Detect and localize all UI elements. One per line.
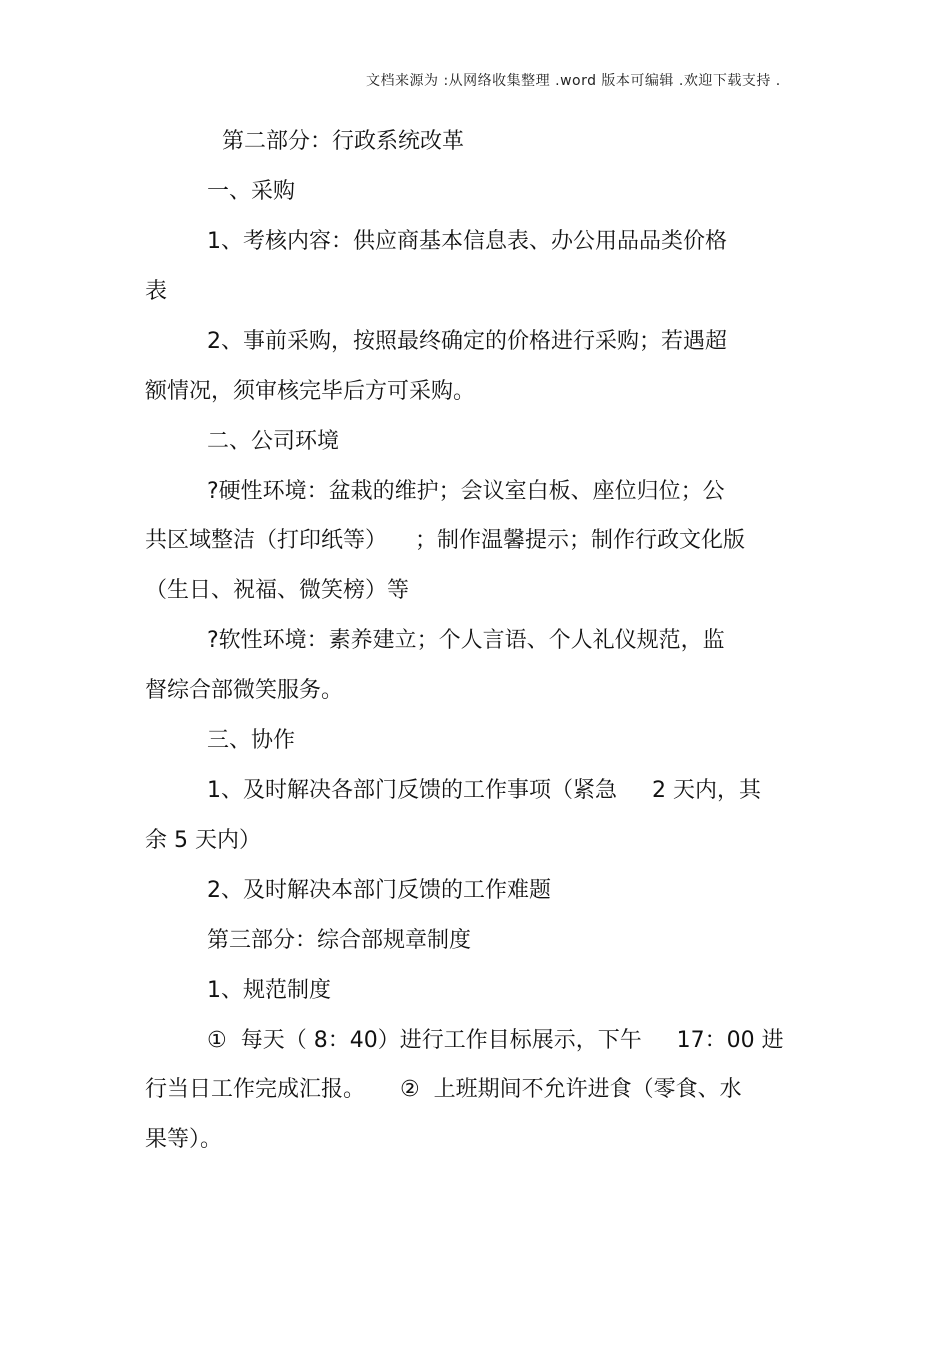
paragraph-line: 行当日工作完成汇报。 ② 上班期间不允许进食（零食、水 (145, 1077, 742, 1102)
paragraph-line: 共区域整洁（打印纸等） ；制作温馨提示；制作行政文化版 (145, 528, 745, 553)
paragraph-line: ?软性环境：素养建立；个人言语、个人礼仪规范，监 (207, 628, 725, 653)
paragraph-line: 2、及时解决本部门反馈的工作难题 (207, 878, 551, 903)
paragraph-line: 2、事前采购，按照最终确定的价格进行采购；若遇超 (207, 329, 727, 354)
paragraph-line: ?硬性环境：盆栽的维护；会议室白板、座位归位；公 (207, 479, 725, 504)
paragraph-line: 1、考核内容：供应商基本信息表、办公用品品类价格 (207, 229, 727, 254)
paragraph-line: 余 5 天内） (145, 828, 261, 853)
heading-rules: 1、规范制度 (207, 978, 331, 1003)
paragraph-line: 1、及时解决各部门反馈的工作事项（紧急 2 天内，其 (207, 778, 761, 803)
section-title-part2: 第二部分：行政系统改革 (222, 129, 465, 154)
heading-company-environment: 二、公司环境 (207, 429, 340, 454)
paragraph-line: ① 每天（ 8：40）进行工作目标展示，下午 17：00 进 (207, 1028, 784, 1053)
paragraph-line: 果等）。 (145, 1127, 223, 1152)
section-title-part3: 第三部分：综合部规章制度 (207, 928, 472, 953)
paragraph-line: 表 (145, 279, 168, 304)
page-header: 文档来源为 :从网络收集整理 .word 版本可编辑 .欢迎下载支持 . (366, 73, 781, 89)
heading-collaboration: 三、协作 (207, 728, 296, 753)
paragraph-line: （生日、祝福、微笑榜）等 (145, 578, 410, 603)
paragraph-line: 额情况，须审核完毕后方可采购。 (145, 379, 476, 404)
heading-procurement: 一、采购 (207, 179, 296, 204)
paragraph-line: 督综合部微笑服务。 (145, 678, 344, 703)
